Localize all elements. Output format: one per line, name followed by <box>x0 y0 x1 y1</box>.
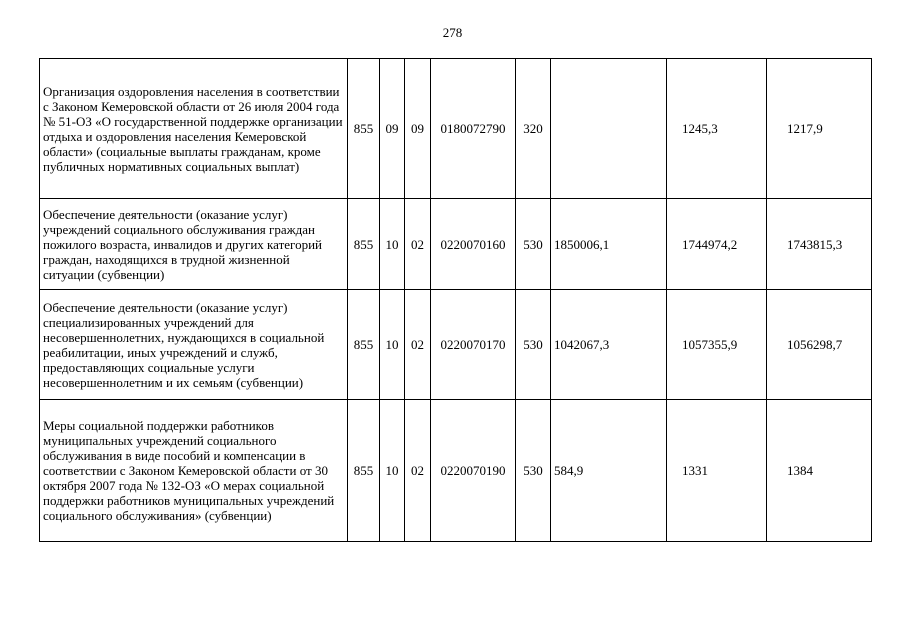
cell-amount-3: 1743815,3 <box>767 199 872 290</box>
cell-expense-type: 530 <box>516 290 551 400</box>
cell-amount-2: 1744974,2 <box>667 199 767 290</box>
cell-name: Организация оздоровления населения в соответствии с Законом Кемеровской области от 26 июля 2004 года № 51-ОЗ «О государственной поддержке организации отдыха и оздоровления населения Кемеровской области» (социальные выплаты гражданам, кроме публичных нормативных социальных выплат) <box>40 59 348 199</box>
table-row <box>40 400 872 542</box>
cell-name: Обеспечение деятельности (оказание услуг) учреждений социального обслуживания граждан пожилого возраста, инвалидов и других категорий граждан, находящихся в трудной жизненной ситуации (субвенции) <box>40 199 348 290</box>
table-row <box>40 59 872 199</box>
cell-amount-1 <box>551 59 667 199</box>
cell-amount-1: 1850006,1 <box>551 199 667 290</box>
cell-subsection: 02 <box>405 199 431 290</box>
cell-ministry: 855 <box>348 290 380 400</box>
cell-target: 0220070160 <box>431 199 516 290</box>
cell-subsection: 02 <box>405 290 431 400</box>
table-row <box>40 199 872 290</box>
cell-amount-3: 1384 <box>767 400 872 542</box>
cell-subsection: 02 <box>405 400 431 542</box>
cell-name: Меры социальной поддержки работников муниципальных учреждений социального обслуживания в виде пособий и компенсации в соответствии с Законом Кемеровской области от 30 октября 2007 года № 132-ОЗ «О мерах социальной поддержки работников муниципальных учреждений социального обслуживания» (субвенции) <box>40 400 348 542</box>
cell-target: 0220070190 <box>431 400 516 542</box>
cell-amount-2: 1245,3 <box>667 59 767 199</box>
cell-section: 10 <box>380 400 405 542</box>
cell-expense-type: 530 <box>516 199 551 290</box>
cell-amount-2: 1057355,9 <box>667 290 767 400</box>
cell-target: 0180072790 <box>431 59 516 199</box>
budget-table <box>39 58 872 542</box>
cell-section: 09 <box>380 59 405 199</box>
cell-amount-2: 1331 <box>667 400 767 542</box>
cell-name: Обеспечение деятельности (оказание услуг) специализированных учреждений для несовершеннолетних, нуждающихся в социальной реабилитации, иных учреждений и служб, предоставляющих социальные услуги несовершеннолетним и их семьям (субвенции) <box>40 290 348 400</box>
cell-ministry: 855 <box>348 199 380 290</box>
cell-ministry: 855 <box>348 400 380 542</box>
cell-amount-3: 1056298,7 <box>767 290 872 400</box>
table-row <box>40 290 872 400</box>
cell-section: 10 <box>380 199 405 290</box>
cell-target: 0220070170 <box>431 290 516 400</box>
cell-ministry: 855 <box>348 59 380 199</box>
cell-expense-type: 320 <box>516 59 551 199</box>
cell-amount-1: 584,9 <box>551 400 667 542</box>
cell-subsection: 09 <box>405 59 431 199</box>
cell-amount-1: 1042067,3 <box>551 290 667 400</box>
cell-expense-type: 530 <box>516 400 551 542</box>
cell-section: 10 <box>380 290 405 400</box>
cell-amount-3: 1217,9 <box>767 59 872 199</box>
page-number: 278 <box>442 25 463 40</box>
